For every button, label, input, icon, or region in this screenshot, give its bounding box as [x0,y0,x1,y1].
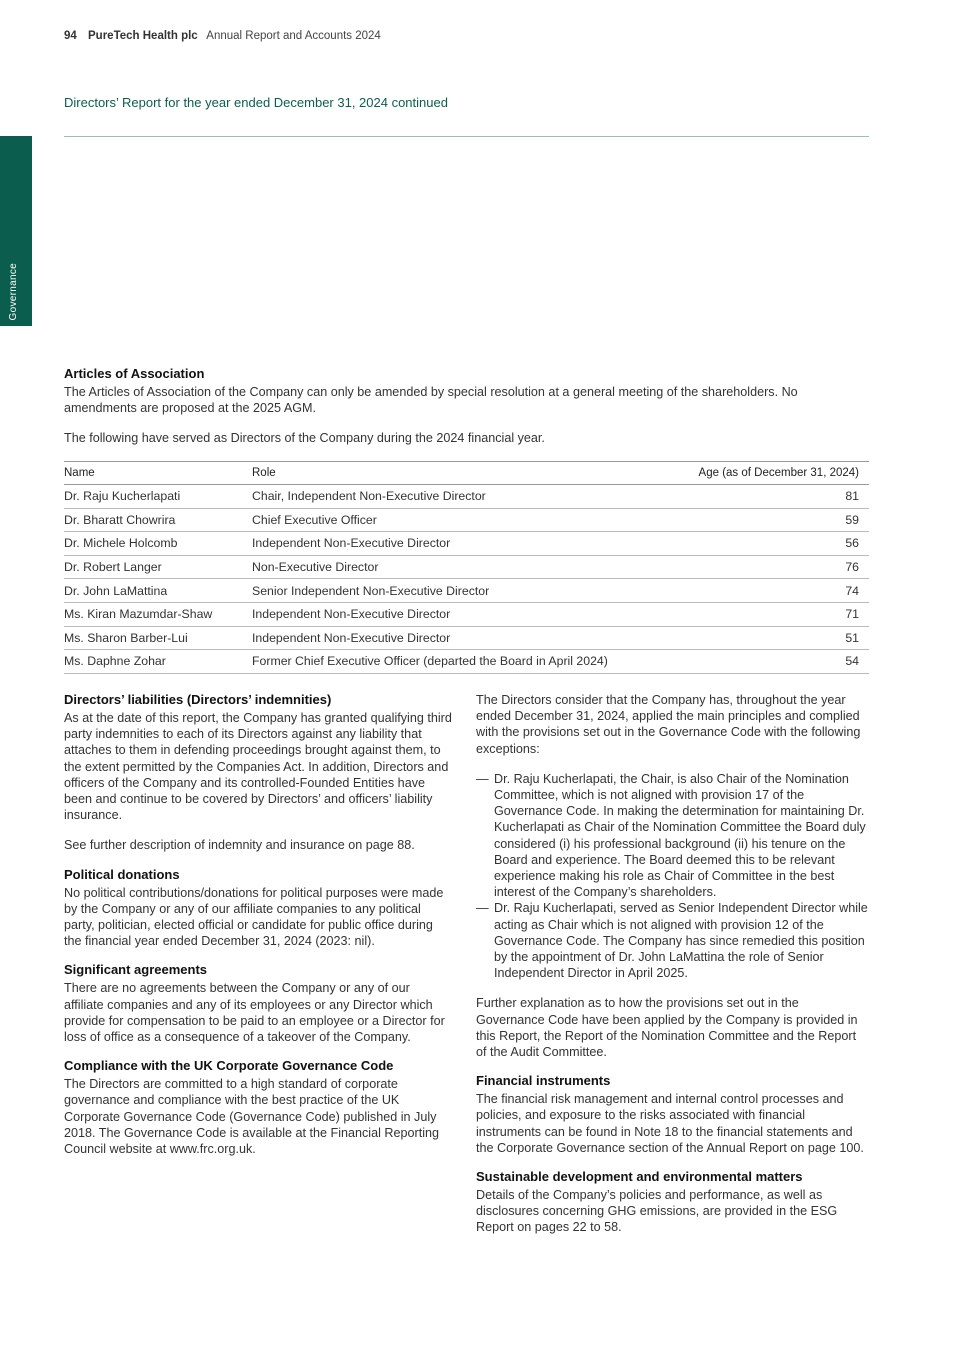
director-age: 51 [669,626,869,650]
sustainable-text: Details of the Company’s policies and performance, as well as disclosures concerning GHG emissions, are provided in the ESG Report on pages 22 to 58. [476,1188,838,1235]
further-explanation: Further explanation as to how the provisions set out in the Governance Code have been applied by the Company is provided in this Report, the Report of the Nomination Committee and the Report of the Audit Committee. [476,996,858,1060]
dash-bullet: — [476,901,489,916]
table-row [64,485,869,509]
compliance-intro: The Directors consider that the Company has, throughout the year ended December 31, 2024, applied the main principles and complied with the provisions set out in the Governance Code with the following exceptions: [476,693,861,756]
agreements-heading: Significant agreements [64,962,208,978]
section-subtitle: Directors’ Report for the year ended December 31, 2024 continued [64,95,448,110]
director-role: Independent Non-Executive Director [252,532,669,556]
director-name: Ms. Sharon Barber-Lui [64,626,252,650]
side-tab-label: Governance [8,262,19,320]
page-number: 94 [64,30,77,42]
director-name: Dr. Bharatt Chowrira [64,508,252,532]
director-role: Chief Executive Officer [252,508,669,532]
director-name: Dr. Michele Holcomb [64,532,252,556]
table-row [64,650,869,674]
director-role: Former Chief Executive Officer (departed the Board in April 2024) [252,650,669,674]
director-role: Chair, Independent Non-Executive Director [252,485,669,509]
liabilities-text: As at the date of this report, the Company has granted qualifying third party indemnities to each of its Directors against any liability that attaches to them in defending proceedings brought against them, to the extent permitted by the Companies Act. In addition, Directors and officers of the Company and its controlled-Founded Entities have been and continue to be covered by Directors’ and officers’ liability insurance. [64,711,452,823]
director-age: 59 [669,508,869,532]
table-row [64,532,869,556]
right-column [476,692,869,1236]
compliance-heading: Compliance with the UK Corporate Governance Code [64,1058,394,1074]
financial-heading: Financial instruments [476,1073,611,1089]
director-name: Dr. Raju Kucherlapati [64,485,252,509]
list-item [476,771,869,901]
director-age: 74 [669,579,869,603]
table-row [64,555,869,579]
directors-table [64,461,869,674]
director-age: 81 [669,485,869,509]
directors-intro: The following have served as Directors of the Company during the 2024 financial year. [64,431,545,446]
political-text: No political contributions/donations for political purposes were made by the Company or any of our affiliate companies to any political party, politician, elected official or candidate for public office during the financial year ended December 31, 2024 (2023: nil). [64,885,444,949]
director-role: Non-Executive Director [252,555,669,579]
financial-text: The financial risk management and internal control processes and policies, and exposure to the risks associated with financial instruments can be found in Note 18 to the financial statements and the Corporate Governance section of the Annual Report on page 100. [476,1092,864,1155]
director-role: Independent Non-Executive Director [252,602,669,626]
table-row [64,602,869,626]
director-age: 56 [669,532,869,556]
col-header-age: Age (as of December 31, 2024) [669,462,869,485]
company-name: PureTech Health plc [88,30,198,42]
table-header-row [64,462,869,485]
exception-text: Dr. Raju Kucherlapati, served as Senior Independent Director while acting as Chair which is not aligned with provision 12 of the Governance Code. The Company has since remedied this position by the appointment of Dr. John LaMattina the role of Senior Independent Director in April 2025. [494,901,868,981]
director-age: 54 [669,650,869,674]
indemnity-reference: See further description of indemnity and insurance on page 88. [64,838,415,853]
director-name: Dr. Robert Langer [64,555,252,579]
exceptions-list [476,771,869,982]
articles-text: The Articles of Association of the Company can only be amended by special resolution at a general meeting of the shareholders. No amendments are proposed at the 2025 AGM. [64,385,798,416]
exception-text: Dr. Raju Kucherlapati, the Chair, is also Chair of the Nomination Committee, which is not aligned with provision 17 of the Governance Code. In making the determination for maintaining Dr. Kucherlapati as Chair of the Nomination Committee the Board duly considered (i) his professional background (ii) his tenure on the Board and experience. The Board deemed this to be relevant experience making his role as Chair of Committee in the best interest of the Company’s shareholders. [494,771,866,900]
compliance-text: The Directors are committed to a high standard of corporate governance and compliance with the best practice of the UK Corporate Governance Code (Governance Code) published in July 2018. The Governance Code is available at the Financial Reporting Council website at www.frc.org.uk. [64,1077,440,1157]
side-tab [0,136,32,326]
report-title: Annual Report and Accounts 2024 [206,30,381,42]
table-row [64,508,869,532]
table-row [64,579,869,603]
political-heading: Political donations [64,866,180,882]
list-item [476,900,869,981]
agreements-text: There are no agreements between the Company or any of our affiliate companies and any of its employees or any Director which provide for compensation to be paid to an employee or a Director for loss of office as a consequence of a takeover of the Company. [64,981,445,1045]
director-name: Dr. John LaMattina [64,579,252,603]
articles-heading: Articles of Association [64,366,205,381]
col-header-name: Name [64,462,252,485]
dash-bullet: — [476,771,489,786]
col-header-role: Role [252,462,669,485]
table-row [64,626,869,650]
left-column [64,692,452,1157]
director-role: Independent Non-Executive Director [252,626,669,650]
director-age: 76 [669,555,869,579]
page-header [64,30,381,42]
director-role: Senior Independent Non-Executive Director [252,579,669,603]
articles-section [64,366,864,447]
director-age: 71 [669,602,869,626]
director-name: Ms. Kiran Mazumdar-Shaw [64,602,252,626]
sustainable-heading: Sustainable development and environmental matters [476,1169,803,1185]
header-divider [64,136,869,137]
liabilities-heading: Directors’ liabilities (Directors’ indemnities) [64,692,332,707]
director-name: Ms. Daphne Zohar [64,650,252,674]
